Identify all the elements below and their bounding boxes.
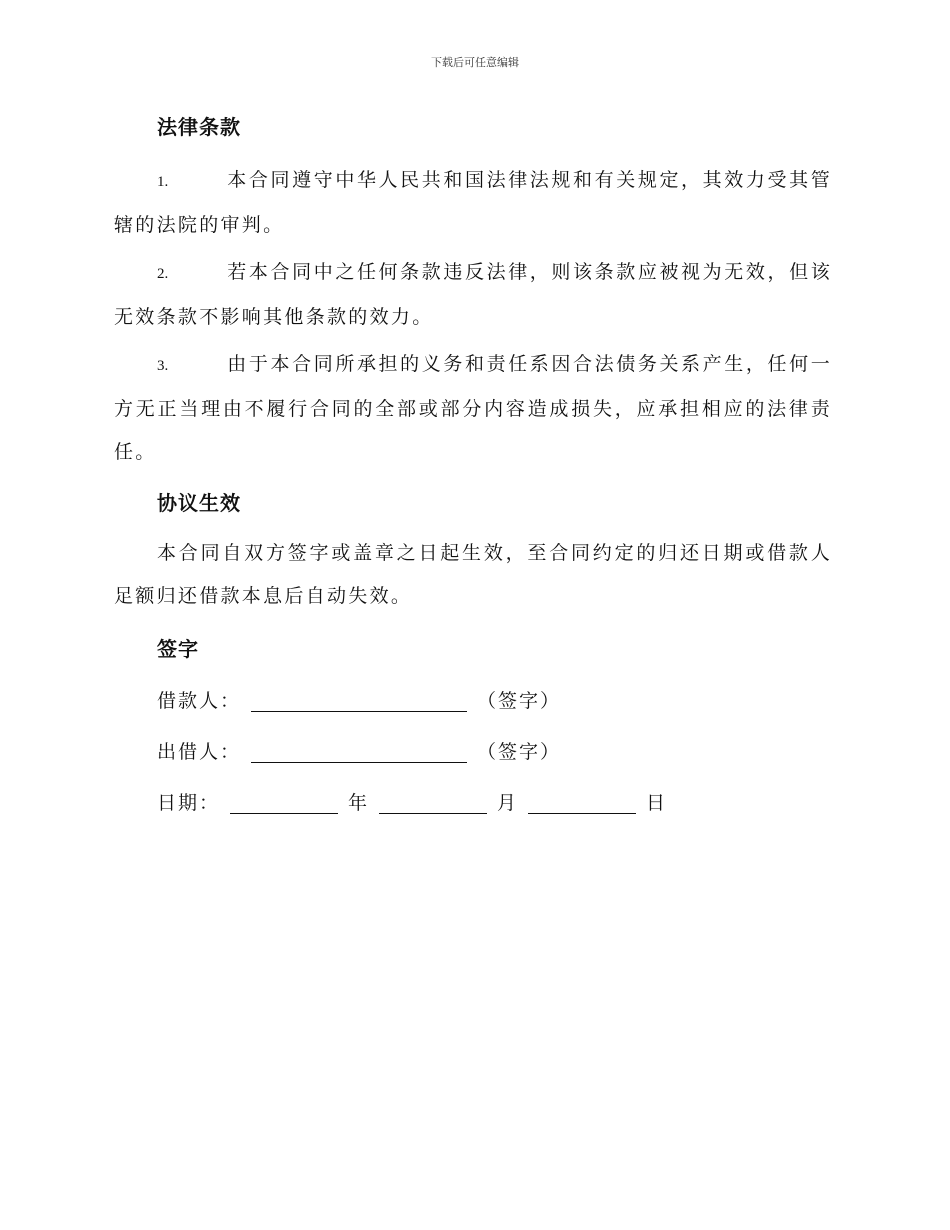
legal-clause-3 xyxy=(114,343,832,474)
month-unit: 月 xyxy=(497,792,519,814)
borrower-signature-line xyxy=(114,686,832,716)
clause-number: 3. xyxy=(157,358,169,374)
day-unit: 日 xyxy=(646,792,668,814)
date-line xyxy=(114,788,832,818)
legal-clause-2 xyxy=(114,251,832,339)
date-day-field[interactable] xyxy=(528,791,636,814)
section-title-agreement-effect: 协议生效 xyxy=(157,491,241,515)
year-unit: 年 xyxy=(348,792,370,814)
clause-text: 若本合同中之任何条款违反法律，则该条款应被视为无效，但该无效条款不影响其他条款的效力。 xyxy=(114,261,832,328)
borrower-label: 借款人： xyxy=(157,690,242,712)
lender-label: 出借人： xyxy=(157,741,242,763)
section-title-signature: 签字 xyxy=(157,637,199,661)
clause-text: 本合同遵守中华人民共和国法律法规和有关规定，其效力受其管辖的法院的审判。 xyxy=(114,169,832,236)
clause-number: 2. xyxy=(157,266,169,282)
section-title-legal-terms: 法律条款 xyxy=(157,115,241,139)
borrower-sign-note: （签字） xyxy=(477,690,562,712)
lender-signature-line xyxy=(114,737,832,767)
lender-signature-field[interactable] xyxy=(251,740,467,763)
date-month-field[interactable] xyxy=(379,791,487,814)
lender-sign-note: （签字） xyxy=(477,741,562,763)
legal-clause-1 xyxy=(114,159,832,247)
clause-text: 由于本合同所承担的义务和责任系因合法债务关系产生，任何一方无正当理由不履行合同的全部或部分内容造成损失，应承担相应的法律责任。 xyxy=(114,353,832,463)
page-header-note: 下载后可任意编辑 xyxy=(431,56,519,69)
date-year-field[interactable] xyxy=(230,791,338,814)
borrower-signature-field[interactable] xyxy=(251,689,467,712)
clause-number: 1. xyxy=(157,174,169,190)
document-page xyxy=(114,112,832,818)
agreement-effect-text: 本合同自双方签字或盖章之日起生效，至合同约定的归还日期或借款人足额归还借款本息后自动失效。 xyxy=(114,542,832,607)
date-label: 日期： xyxy=(157,792,221,814)
